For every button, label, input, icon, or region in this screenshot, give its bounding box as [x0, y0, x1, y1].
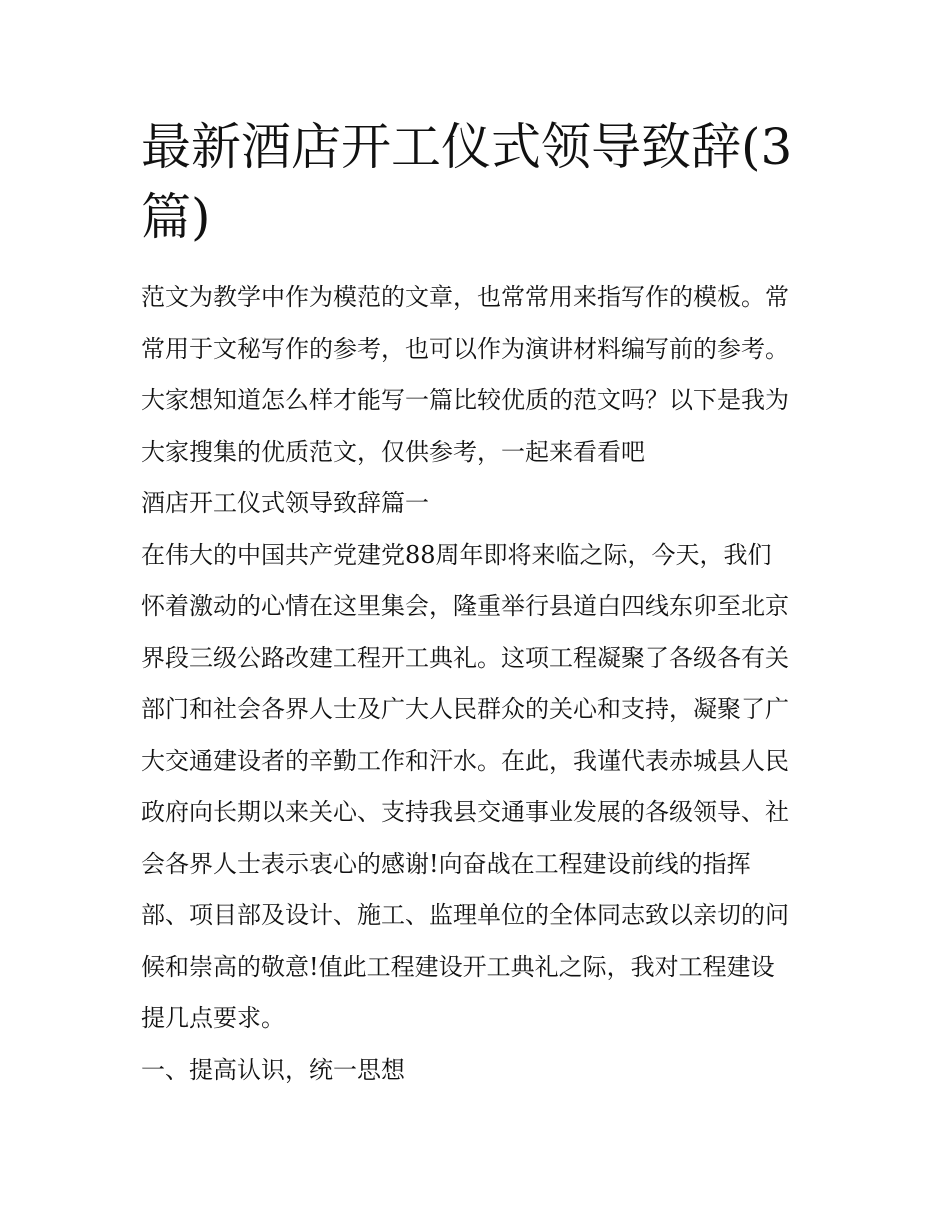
body-line: 会各界人士表示衷心的感谢!向奋战在工程建设前线的指挥 — [141, 849, 751, 878]
body-line: 界段三级公路改建工程开工典礼。这项工程凝聚了各级各有关 — [141, 643, 789, 672]
body-line: 范文为教学中作为模范的文章，也常常用来指写作的模板。常 — [141, 283, 789, 311]
body-line: 候和崇高的敬意!值此工程建设开工典礼之际，我对工程建设 — [141, 952, 775, 981]
body-line: 大家搜集的优质范文，仅供参考，一起来看看吧 — [141, 437, 645, 466]
document-page — [141, 112, 813, 1096]
title-line-1: 最新酒店开工仪式领导致辞(3 — [141, 118, 793, 176]
body-line: 大家想知道怎么样才能写一篇比较优质的范文吗？以下是我为 — [141, 386, 789, 414]
body-line: 政府向长期以来关心、支持我县交通事业发展的各级领导、社 — [141, 798, 789, 826]
document-title — [141, 112, 813, 252]
section-heading: 酒店开工仪式领导致辞篇一 — [141, 489, 429, 517]
body-line: 大交通建设者的辛勤工作和汗水。在此，我谨代表赤城县人民 — [141, 746, 789, 775]
body-line: 在伟大的中国共产党建党88周年即将来临之际，今天，我们 — [141, 540, 772, 569]
body-line: 提几点要求。 — [141, 1004, 285, 1032]
body-line: 怀着激动的心情在这里集会，隆重举行县道白四线东卯至北京 — [141, 592, 789, 620]
section-heading: 一、提高认识，统一思想 — [141, 1055, 405, 1084]
document-body — [141, 272, 813, 1096]
title-line-2: 篇) — [141, 188, 211, 246]
body-line: 部、项目部及设计、施工、监理单位的全体同志致以亲切的问 — [141, 901, 789, 929]
body-line: 部门和社会各界人士及广大人民群众的关心和支持，凝聚了广 — [141, 695, 789, 723]
body-line: 常用于文秘写作的参考，也可以作为演讲材料编写前的参考。 — [141, 334, 789, 363]
